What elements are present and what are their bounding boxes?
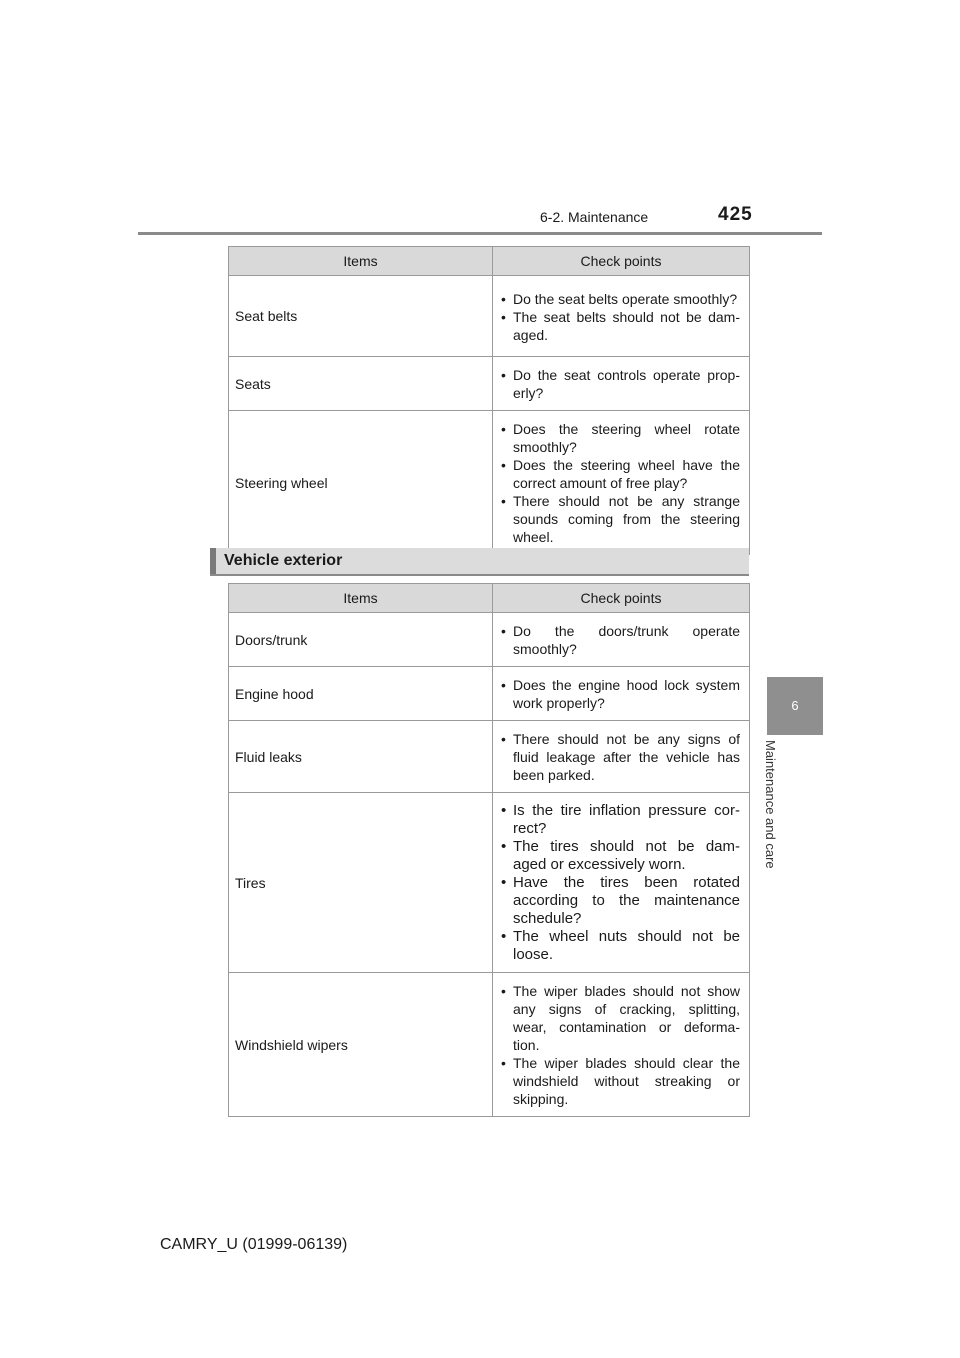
chapter-tab[interactable]: 6 [767,677,823,735]
check-point: • Does the steering wheel rotate smoothly? [501,420,740,456]
page-number: 425 [718,204,753,225]
check-point: • The wiper blades should not show any signs of cracking, splitting, wear, contamination or deforma- tion. [501,982,740,1054]
check-points-cell [493,973,750,1117]
check-points-cell [493,667,750,721]
check-points-cell [493,613,750,667]
header-rule [138,232,822,235]
column-header-items: Items [229,247,493,276]
check-point: • There should not be any strange sounds coming from the steering wheel. [501,492,740,546]
table-row [229,793,750,973]
item-cell: Engine hood [229,667,493,721]
table-row [229,276,750,357]
table-row [229,667,750,721]
check-point: • Does the engine hood lock system work properly? [501,676,740,712]
interior-check-table [228,246,750,555]
exterior-check-table [228,583,750,1117]
check-point: • There should not be any signs of fluid leakage after the vehicle has been parked. [501,730,740,784]
table-header-row [229,584,750,613]
check-points-cell [493,793,750,973]
check-points-cell [493,276,750,357]
section-heading-text: Vehicle exterior [224,552,343,569]
column-header-items: Items [229,584,493,613]
check-point: • The wiper blades should clear the windshield without streaking or skipping. [501,1054,740,1108]
item-cell: Steering wheel [229,411,493,555]
section-heading-bar [210,548,216,576]
item-cell: Windshield wipers [229,973,493,1117]
item-cell: Tires [229,793,493,973]
table-row [229,613,750,667]
check-points-cell [493,721,750,793]
table-row [229,973,750,1117]
table-header-row [229,247,750,276]
check-point: • The tires should not be dam- aged or excessively worn. [501,838,740,874]
item-cell: Fluid leaks [229,721,493,793]
table-row [229,411,750,555]
check-point: • Do the seat controls operate prop- erly? [501,366,740,402]
table-row [229,357,750,411]
column-header-check-points: Check points [493,584,750,613]
chapter-label-text: Maintenance and care [763,740,778,869]
check-point: • The wheel nuts should not be loose. [501,928,740,964]
check-point: • Have the tires been rotated according to the maintenance schedule? [501,874,740,928]
check-point: • The seat belts should not be dam- aged. [501,308,740,344]
section-heading-vehicle-exterior [210,548,749,576]
table-row [229,721,750,793]
check-point: • Do the doors/trunk operate smoothly? [501,622,740,658]
check-point: • Do the seat belts operate smoothly? [501,290,740,308]
check-points-cell [493,357,750,411]
chapter-side-label [763,740,801,900]
item-cell: Seats [229,357,493,411]
check-point: • Does the steering wheel have the correct amount of free play? [501,456,740,492]
section-heading-rule [210,574,749,576]
document-code: CAMRY_U (01999-06139) [160,1236,348,1253]
item-cell: Doors/trunk [229,613,493,667]
item-cell: Seat belts [229,276,493,357]
column-header-check-points: Check points [493,247,750,276]
check-point: • Is the tire inflation pressure cor- rect? [501,802,740,838]
header-section-title: 6-2. Maintenance [540,209,649,225]
check-points-cell [493,411,750,555]
